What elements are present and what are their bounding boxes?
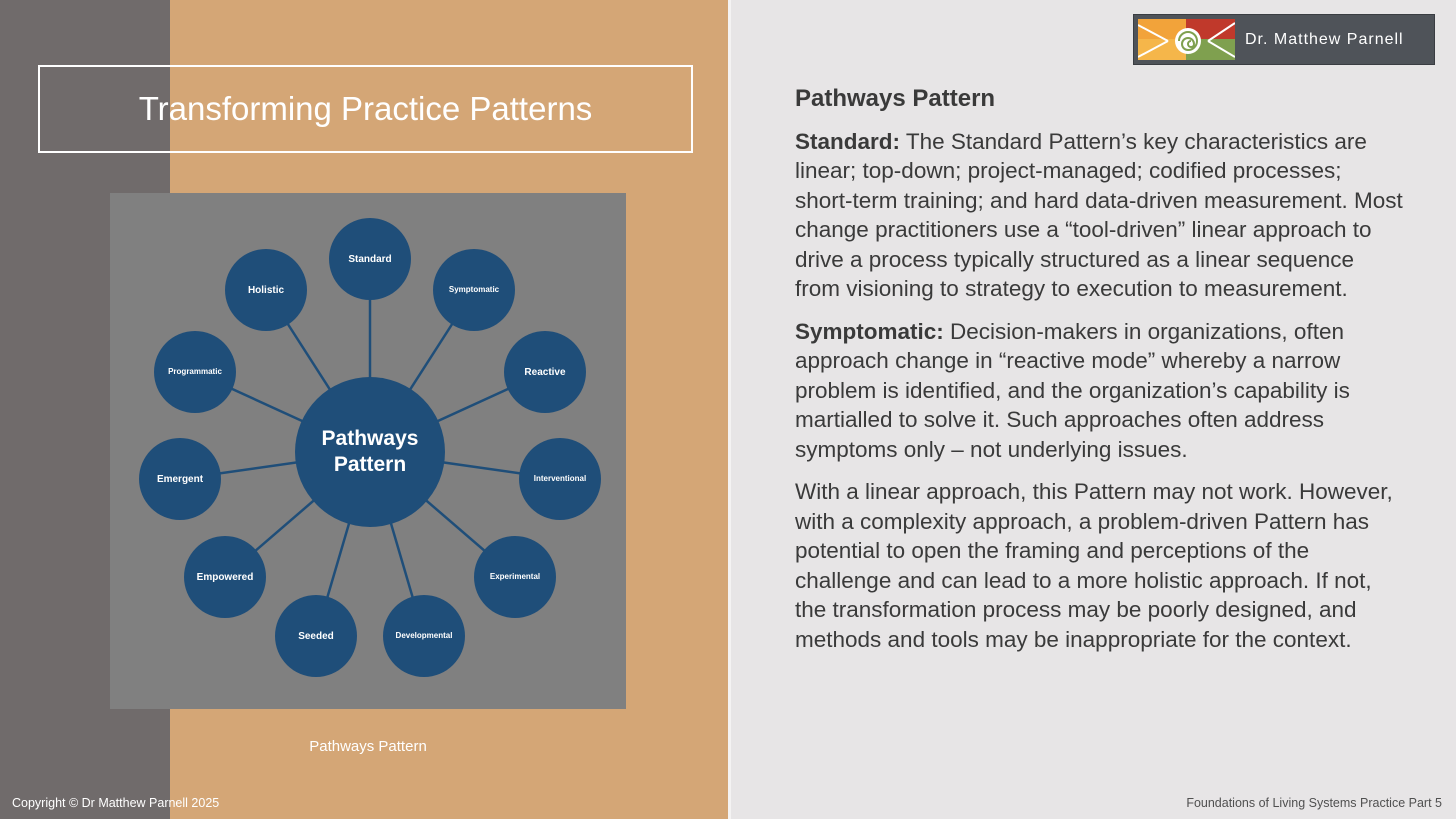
node-interventional: Interventional <box>519 438 601 520</box>
standard-label: Standard: <box>795 128 901 154</box>
center-line-1: Pathways <box>321 426 419 450</box>
spiral-logo-icon <box>1138 19 1235 60</box>
node-seeded: Seeded <box>275 595 357 677</box>
content-text <box>795 84 1405 667</box>
author-logo <box>1133 14 1435 65</box>
node-empowered: Empowered <box>184 536 266 618</box>
slide-title-text: Transforming Practice Patterns <box>138 90 593 127</box>
symptomatic-body: Decision-makers in organizations, often approach change in “reactive mode” whereby a narrow problem is identified, and the organization’s capability is martialled to solve it. Such approaches often address symptoms only – not underlying issues. <box>795 318 1350 462</box>
paragraph-standard <box>795 127 1405 304</box>
author-name: Dr. Matthew Parnell <box>1245 30 1404 48</box>
node-holistic: Holistic <box>225 249 307 331</box>
node-emergent: Emergent <box>139 438 221 520</box>
standard-body: The Standard Pattern’s key characteristics are linear; top-down; project-managed; codified processes; short-term training; and hard data-driven measurement. Most change practitioners use a “tool-driven” linear approach to drive a process typically structured as a linear sequence from visioning to strategy to execution to measurement. <box>795 128 1403 301</box>
node-reactive: Reactive <box>504 331 586 413</box>
copyright-text: Copyright © Dr Matthew Parnell 2025 <box>12 796 220 810</box>
node-developmental: Developmental <box>383 595 465 677</box>
node-center <box>295 377 445 527</box>
center-line-2: Pattern <box>333 453 407 476</box>
paragraph-symptomatic <box>795 317 1405 465</box>
node-programmatic: Programmatic <box>154 331 236 413</box>
node-experimental: Experimental <box>474 536 556 618</box>
slide-title <box>38 65 693 153</box>
node-symptomatic: Symptomatic <box>433 249 515 331</box>
panel-divider <box>728 0 731 819</box>
diagram-caption: Pathways Pattern <box>309 738 427 755</box>
content-heading: Pathways Pattern <box>795 85 996 112</box>
node-standard: Standard <box>329 218 411 300</box>
symptomatic-label: Symptomatic: <box>795 318 944 344</box>
pathways-diagram <box>110 193 626 709</box>
footer-series-title: Foundations of Living Systems Practice Part 5 <box>1186 796 1442 810</box>
paragraph-linear-approach: With a linear approach, this Pattern may not work. However, with a complexity approach, a problem-driven Pattern has potential to open the framing and perceptions of the challenge and can lead to a more holistic approach. If not, the transformation process may be poorly designed, and methods and tools may be inappropriate for the context. <box>795 479 1393 652</box>
